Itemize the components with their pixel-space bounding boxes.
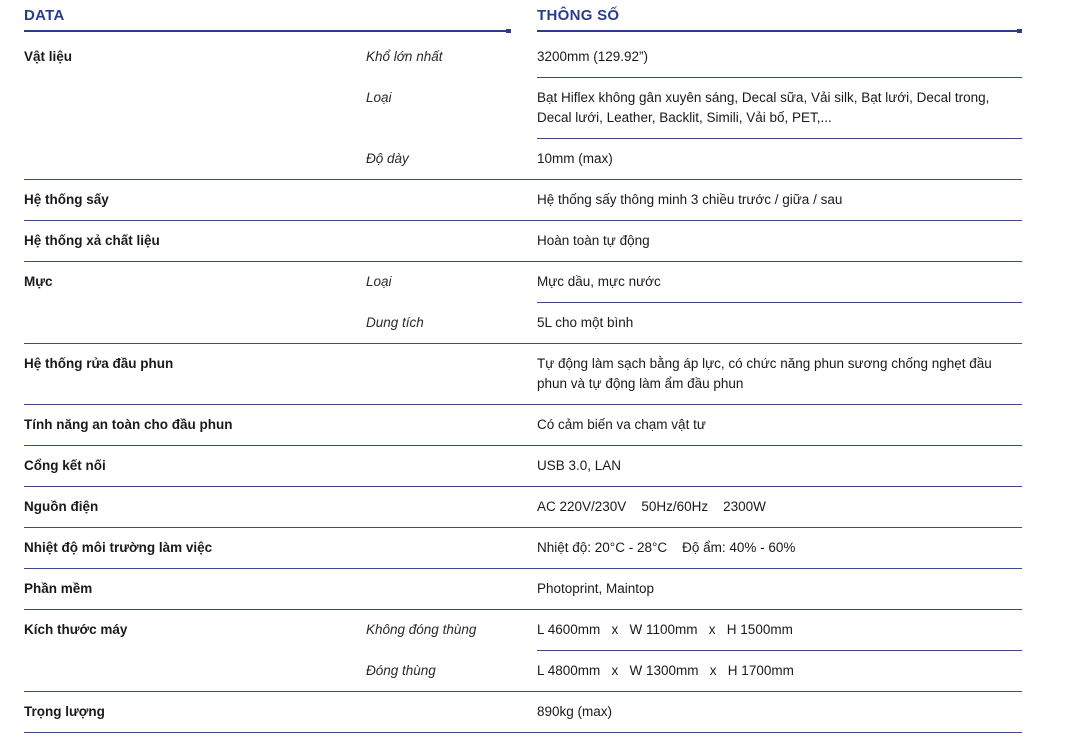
- row-divider: [24, 732, 1022, 733]
- row-value: USB 3.0, LAN: [537, 458, 622, 473]
- row-value: AC 220V/230V 50Hz/60Hz 2300W: [537, 499, 766, 514]
- row-value: 890kg (max): [537, 704, 613, 719]
- table-row: [0, 221, 1082, 262]
- row-value: Có cảm biến va chạm vật tư: [537, 417, 706, 432]
- table-row: [0, 262, 1082, 303]
- row-value: 3200mm (129.92”): [537, 49, 649, 64]
- row-subcategory: Đóng thùng: [366, 663, 436, 678]
- table-row: [0, 180, 1082, 221]
- row-subcategory: Dung tích: [366, 315, 424, 330]
- table-row: [0, 37, 1082, 78]
- row-value: Photoprint, Maintop: [537, 581, 655, 596]
- table-row: [0, 344, 1082, 405]
- row-value: Tự động làm sạch bằng áp lực, có chức năng phun sương chống nghẹt đầu phun và tự động làm ẩm đầu phun: [537, 356, 992, 391]
- table-row: [0, 692, 1082, 733]
- row-category: Cổng kết nối: [24, 458, 106, 473]
- table-header: [0, 0, 1082, 36]
- spec-table: [0, 37, 1082, 733]
- row-value: 5L cho một bình: [537, 315, 634, 330]
- row-category: Hệ thống rửa đầu phun: [24, 356, 174, 371]
- table-row: [0, 651, 1082, 692]
- row-category: Phần mềm: [24, 581, 93, 596]
- table-row: [0, 303, 1082, 344]
- data-column-heading: DATA: [24, 7, 65, 24]
- row-value: Nhiệt độ: 20°C - 28°C Độ ẩm: 40% - 60%: [537, 540, 796, 555]
- table-row: [0, 569, 1082, 610]
- row-value: Hoàn toàn tự động: [537, 233, 650, 248]
- row-category: Hệ thống sấy: [24, 192, 109, 207]
- header-rule-left: [24, 30, 508, 32]
- row-category: Nguồn điện: [24, 499, 99, 514]
- row-value: L 4800mm x W 1300mm x H 1700mm: [537, 663, 794, 678]
- table-row: [0, 139, 1082, 180]
- row-value: Mực dầu, mực nước: [537, 274, 661, 289]
- table-row: [0, 487, 1082, 528]
- row-category: Mực: [24, 274, 53, 289]
- header-rule-left-end: [506, 29, 511, 33]
- table-row: [0, 610, 1082, 651]
- table-row: [0, 405, 1082, 446]
- row-subcategory: Độ dày: [366, 151, 409, 166]
- row-subcategory: Loại: [366, 274, 392, 289]
- table-row: [0, 528, 1082, 569]
- row-category: Vật liệu: [24, 49, 73, 64]
- header-rule-right-end: [1017, 29, 1022, 33]
- row-category: Trọng lượng: [24, 704, 105, 719]
- row-category: Hệ thống xả chất liệu: [24, 233, 160, 248]
- table-row: [0, 446, 1082, 487]
- row-value: 10mm (max): [537, 151, 613, 166]
- row-subcategory: Khổ lớn nhất: [366, 49, 443, 64]
- table-row: [0, 78, 1082, 139]
- row-value: L 4600mm x W 1100mm x H 1500mm: [537, 622, 793, 637]
- spec-column-heading: THÔNG SỐ: [537, 7, 620, 24]
- row-value: Bạt Hiflex không gân xuyên sáng, Decal sữa, Vải silk, Bạt lưới, Decal trong, Decal lưới, Leather, Backlit, Simili, Vải bố, PET,...: [537, 90, 990, 125]
- row-category: Kích thước máy: [24, 622, 128, 637]
- row-value: Hệ thống sấy thông minh 3 chiều trước / giữa / sau: [537, 192, 843, 207]
- row-subcategory: Không đóng thùng: [366, 622, 477, 637]
- row-subcategory: Loại: [366, 90, 392, 105]
- header-rule-right: [537, 30, 1019, 32]
- row-category: Tính năng an toàn cho đầu phun: [24, 417, 233, 432]
- row-category: Nhiệt độ môi trường làm việc: [24, 540, 213, 555]
